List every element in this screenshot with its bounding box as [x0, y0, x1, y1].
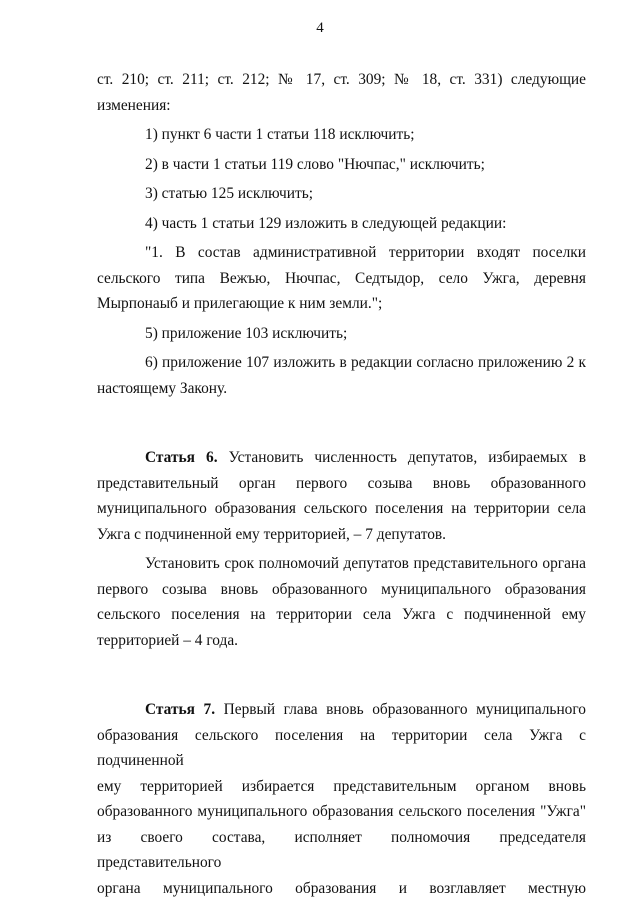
text-line: Мырпонаыб и прилегающие к ним земли.";: [97, 295, 383, 312]
text-line: первого созыва вновь образованного муниципального образования: [97, 580, 586, 598]
article-6-heading: Статья 6.: [145, 449, 218, 466]
list-item: 6) приложение 107 изложить в редакции согласно приложению 2 к: [145, 354, 586, 371]
article-7-first-line: [97, 697, 586, 723]
text-line: муниципального образования сельского поселения на территории села: [97, 500, 586, 517]
article-7-heading: Статья 7.: [145, 701, 216, 718]
text-line: Установить численность депутатов, избираемых в: [228, 449, 586, 466]
list-item: 1) пункт 6 части 1 статьи 118 исключить;: [145, 126, 415, 143]
text-line: изменения:: [97, 96, 171, 114]
text-line: Первый глава вновь образованного муниципального: [223, 701, 587, 718]
text-line: ст. 210; ст. 211; ст. 212; № 17, ст. 309; № 18, ст. 331) следующие: [97, 71, 586, 88]
text-line: образованного муниципального образования сельского поселения "Ужга": [97, 803, 586, 820]
page-number: 4: [316, 20, 324, 36]
text-line: образования сельского поселения на территории села Ужга с подчиненной: [97, 726, 586, 769]
list-item: 3) статью 125 исключить;: [145, 185, 314, 202]
text-line: представительный орган первого созыва вновь образованного: [97, 474, 586, 492]
text-line: Установить срок полномочий депутатов представительного органа: [145, 555, 586, 572]
list-item: 5) приложение 103 исключить;: [145, 324, 348, 342]
text-line: ему территорией избирается представительным органом вновь: [97, 777, 586, 795]
text-line: сельского типа Вежъю, Нючпас, Седтыдор, село Ужга, деревня: [97, 269, 586, 287]
article-6-first-line: [97, 445, 586, 471]
text-line: "1. В состав административной территории входят поселки: [145, 244, 586, 261]
document-body: [97, 67, 586, 901]
text-line: органа муниципального образования и возглавляет местную: [97, 879, 586, 897]
text-line: Ужга с подчиненной ему территорией, – 7 депутатов.: [97, 525, 447, 543]
text-line: территорией – 4 года.: [97, 631, 239, 649]
text-line: сельского поселения на территории села Ужга с подчиненной ему: [97, 606, 586, 623]
list-item: 4) часть 1 статьи 129 изложить в следующей редакции:: [145, 214, 507, 232]
text-line: из своего состава, исполняет полномочия председателя представительного: [97, 828, 586, 871]
list-item: 2) в части 1 статьи 119 слово "Нючпас," исключить;: [145, 155, 485, 173]
text-line: настоящему Закону.: [97, 379, 228, 397]
